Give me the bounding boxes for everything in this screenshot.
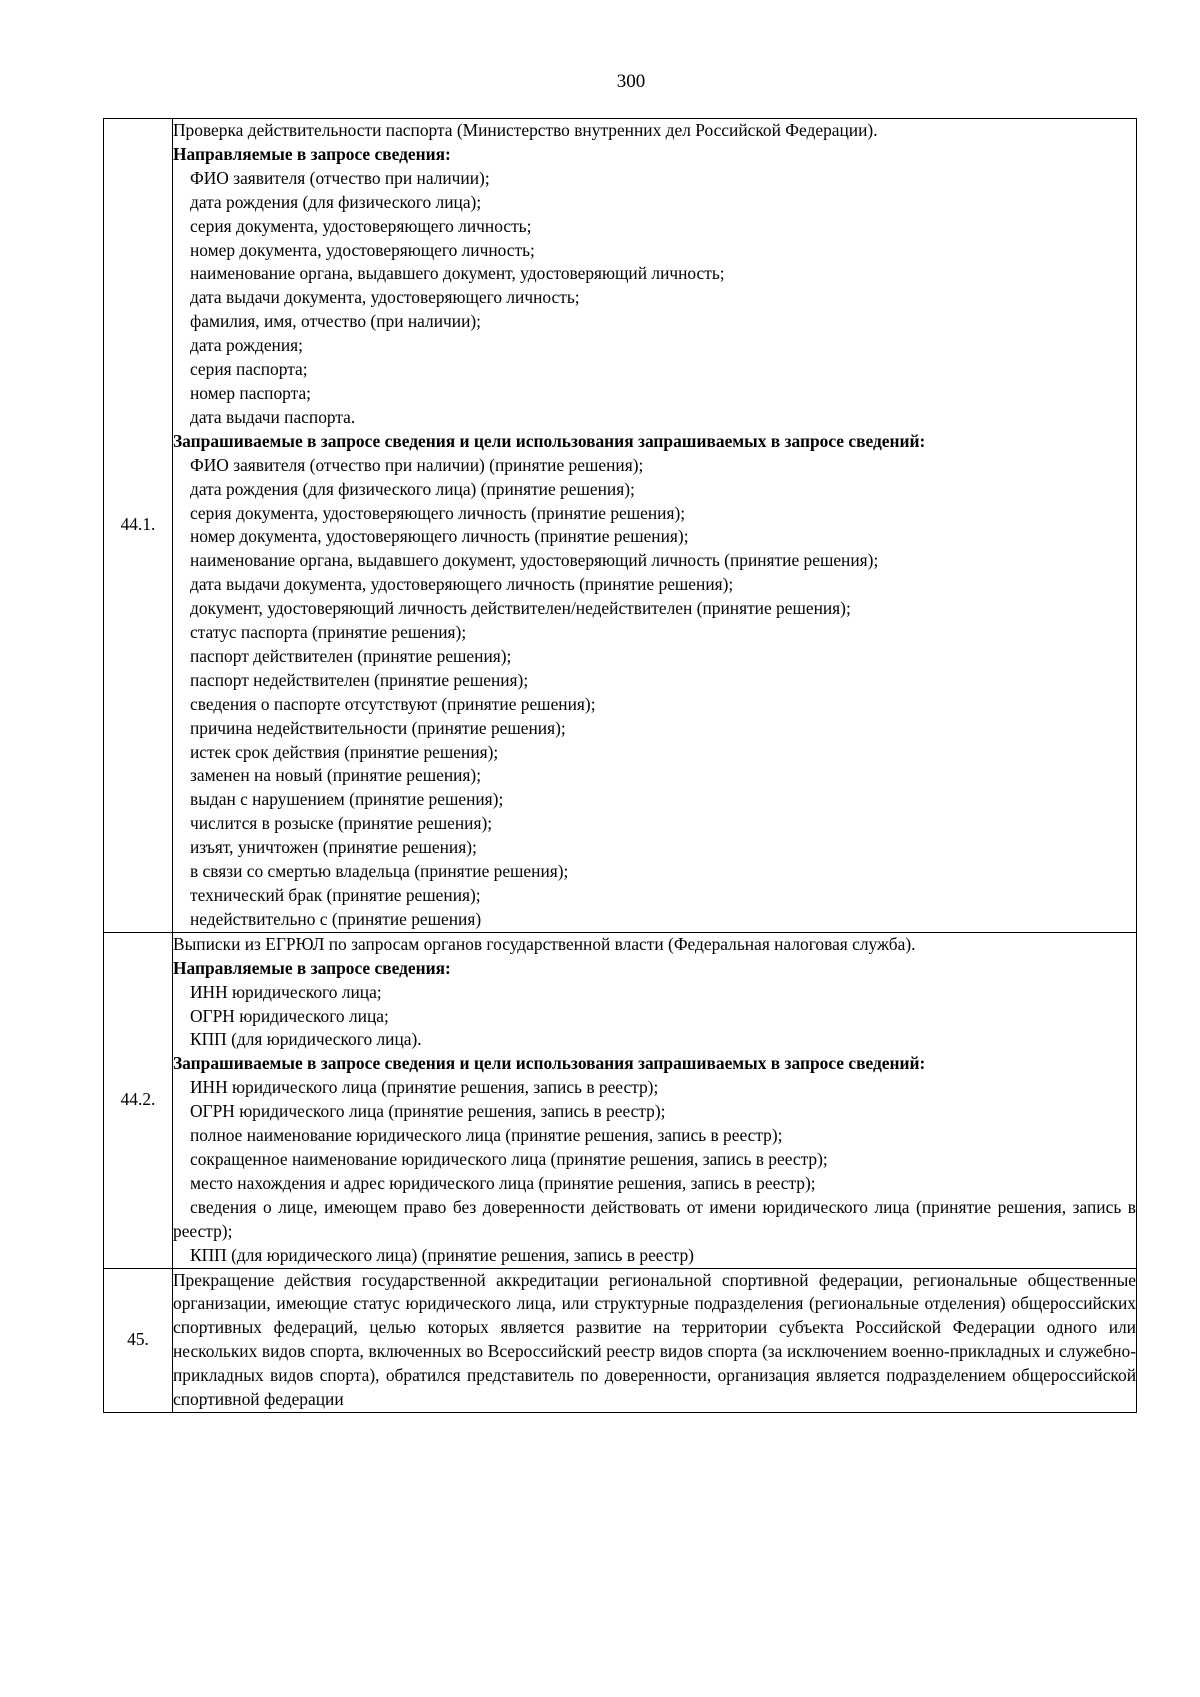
- row-content-cell: [173, 119, 1137, 933]
- list-item: дата рождения (для физического лица) (принятие решения);: [190, 478, 635, 499]
- row-number: 45.: [127, 1329, 149, 1350]
- table-row: [104, 932, 1137, 1268]
- list-item: наименование органа, выдавшего документ, удостоверяющий личность;: [190, 263, 725, 284]
- list-item: дата рождения;: [190, 335, 303, 356]
- list-item: дата рождения (для физического лица);: [190, 191, 482, 212]
- list-item: изъят, уничтожен (принятие решения);: [190, 837, 477, 858]
- list-item: серия документа, удостоверяющего личность (принятие решения);: [190, 502, 686, 523]
- list-item: причина недействительности (принятие решения);: [190, 717, 566, 738]
- list-item: дата выдачи паспорта.: [190, 406, 356, 427]
- list-item: паспорт недействителен (принятие решения);: [190, 669, 529, 690]
- list-item: КПП (для юридического лица) (принятие решения, запись в реестр): [190, 1244, 694, 1265]
- row-content-cell: [173, 932, 1137, 1268]
- list-item: документ, удостоверяющий личность действителен/недействителен (принятие решения);: [190, 598, 851, 619]
- row-number: 44.2.: [120, 1089, 156, 1110]
- row-text: Прекращение действия государственной аккредитации региональной спортивной федерации, региональные общественные организации, имеющие статус юридического лица, или структурные подразделения (региональные отделения) общероссийских спортивных федераций, целью которых является развитие на территории субъекта Российской Федерации одного или нескольких видов спорта, включенных во Всероссийский реестр видов спорта (за исключением военно-прикладных и служебно-прикладных видов спорта), обратился представитель по доверенности, организация является подразделением общероссийской спортивной федерации: [173, 1269, 1136, 1410]
- list-item: ОГРН юридического лица (принятие решения, запись в реестр);: [190, 1101, 666, 1122]
- row-title: Проверка действительности паспорта (Министерство внутренних дел Российской Федерации).: [173, 120, 878, 140]
- row-content-cell: [173, 1268, 1137, 1412]
- list-item: заменен на новый (принятие решения);: [190, 765, 482, 786]
- requested-heading: Запрашиваемые в запросе сведения и цели использования запрашиваемых в запросе сведений:: [173, 1053, 926, 1074]
- list-item: технический брак (принятие решения);: [190, 885, 481, 905]
- list-item: серия паспорта;: [190, 359, 308, 380]
- list-item: сведения о лице, имеющем право без доверенности действовать от имени юридического лица (принятие решения, запись в реестр);: [173, 1196, 1136, 1241]
- list-item: фамилия, имя, отчество (при наличии);: [190, 311, 481, 332]
- list-item: серия документа, удостоверяющего личность;: [190, 215, 532, 236]
- list-item: полное наименование юридического лица (принятие решения, запись в реестр);: [190, 1125, 783, 1146]
- list-item: числится в розыске (принятие решения);: [190, 813, 493, 834]
- document-table: [103, 118, 1137, 1413]
- list-item: номер документа, удостоверяющего личность (принятие решения);: [190, 526, 689, 547]
- list-item: ИНН юридического лица (принятие решения, запись в реестр);: [190, 1077, 659, 1098]
- list-item: КПП (для юридического лица).: [190, 1029, 422, 1050]
- list-item: номер документа, удостоверяющего личность;: [190, 239, 535, 260]
- list-item: ФИО заявителя (отчество при наличии);: [190, 167, 490, 188]
- list-item: место нахождения и адрес юридического лица (принятие решения, запись в реестр);: [190, 1172, 816, 1193]
- requested-heading: Запрашиваемые в запросе сведения и цели использования запрашиваемых в запросе сведений:: [173, 430, 926, 451]
- list-item: дата выдачи документа, удостоверяющего личность (принятие решения);: [190, 574, 734, 595]
- page-number: 300: [616, 71, 646, 92]
- list-item: сокращенное наименование юридического лица (принятие решения, запись в реестр);: [190, 1148, 828, 1169]
- list-item: недействительно с (принятие решения): [190, 908, 482, 929]
- row-number-cell: [104, 1268, 173, 1412]
- list-item: сведения о паспорте отсутствуют (принятие решения);: [190, 693, 596, 714]
- list-item: в связи со смертью владельца (принятие решения);: [190, 861, 569, 882]
- row-number-cell: [104, 119, 173, 933]
- list-item: паспорт действителен (принятие решения);: [190, 645, 512, 666]
- table-row: [104, 119, 1137, 933]
- list-item: статус паспорта (принятие решения);: [190, 622, 467, 643]
- sent-heading: Направляемые в запросе сведения:: [173, 143, 451, 164]
- row-title: Выписки из ЕГРЮЛ по запросам органов государственной власти (Федеральная налоговая служба).: [173, 933, 916, 954]
- list-item: выдан с нарушением (принятие решения);: [190, 789, 504, 810]
- list-item: номер паспорта;: [190, 382, 312, 403]
- row-number-cell: [104, 932, 173, 1268]
- table-row: [104, 1268, 1137, 1412]
- list-item: дата выдачи документа, удостоверяющего личность;: [190, 287, 580, 308]
- row-number: 44.1.: [120, 514, 156, 535]
- list-item: ИНН юридического лица;: [190, 981, 382, 1002]
- list-item: наименование органа, выдавшего документ, удостоверяющий личность (принятие решения);: [190, 550, 879, 571]
- list-item: ФИО заявителя (отчество при наличии) (принятие решения);: [190, 454, 644, 475]
- sent-heading: Направляемые в запросе сведения:: [173, 957, 451, 978]
- list-item: ОГРН юридического лица;: [190, 1005, 389, 1026]
- list-item: истек срок действия (принятие решения);: [190, 741, 499, 762]
